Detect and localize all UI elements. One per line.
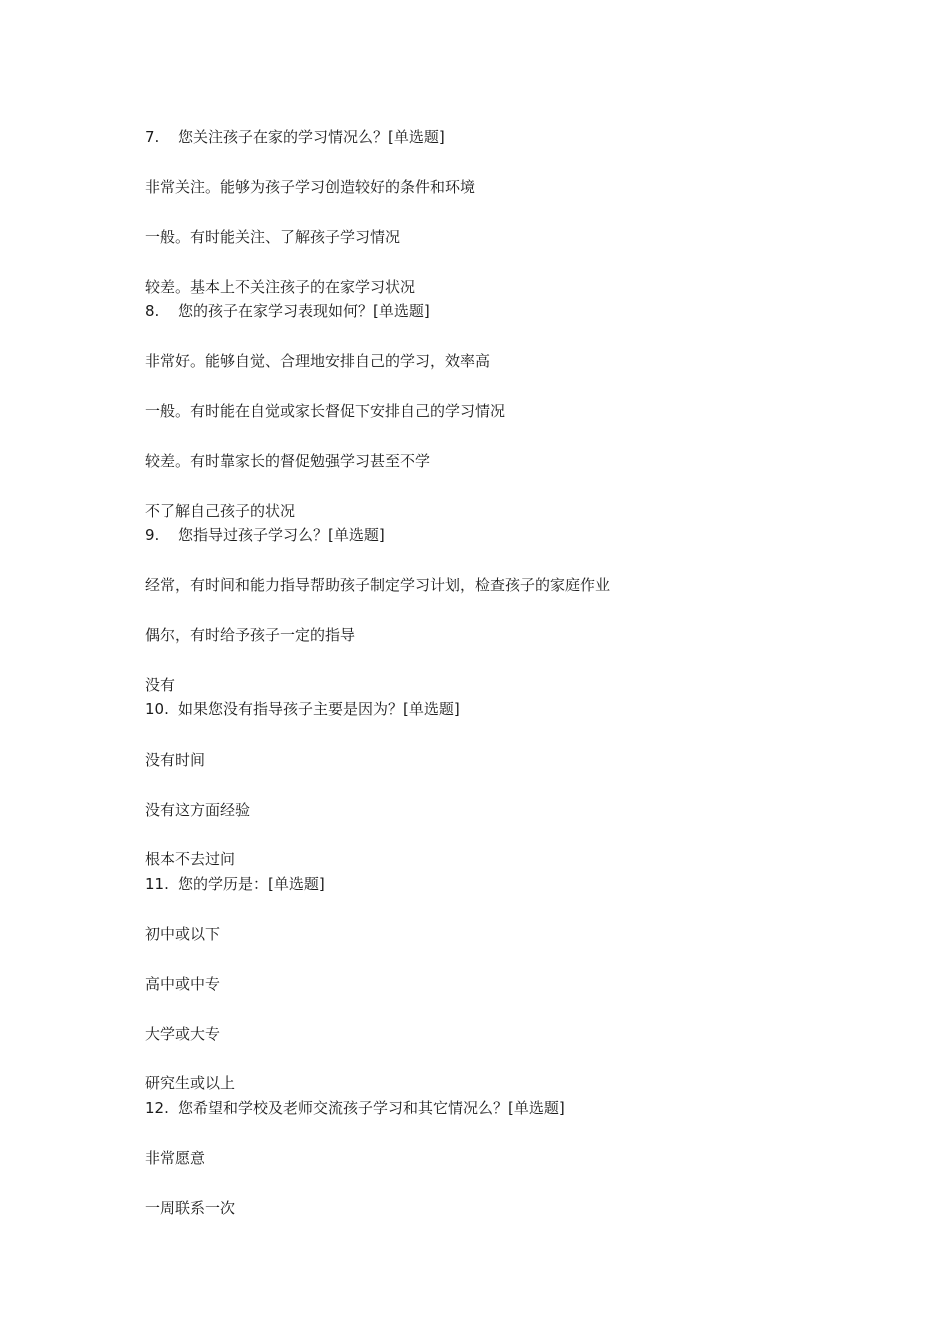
option-8-2: 一般。有时能在自觉或家长督促下安排自己的学习情况 (145, 402, 506, 420)
option-8-3: 较差。有时靠家长的督促勉强学习甚至不学 (145, 452, 431, 470)
question-9 (145, 525, 385, 545)
option-7-2: 一般。有时能关注、了解孩子学习情况 (145, 228, 401, 246)
option-10-2: 没有这方面经验 (145, 801, 251, 819)
option-11-4: 研究生或以上 (145, 1074, 236, 1092)
question-number: 8. (145, 302, 160, 320)
question-number: 12. (145, 1099, 169, 1117)
option-10-3: 根本不去过问 (145, 850, 236, 868)
option-12-1: 非常愿意 (145, 1149, 206, 1167)
question-number: 9. (145, 526, 160, 544)
question-text: 如果您没有指导孩子主要是因为？[单选题] (178, 700, 460, 718)
question-number: 10. (145, 700, 169, 718)
question-text: 您关注孩子在家的学习情况么？[单选题] (178, 128, 445, 146)
question-7 (145, 127, 445, 147)
question-8 (145, 301, 430, 321)
option-9-3: 没有 (145, 676, 176, 694)
option-11-2: 高中或中专 (145, 975, 221, 993)
question-text: 您希望和学校及老师交流孩子学习和其它情况么？[单选题] (178, 1099, 565, 1117)
question-text: 您指导过孩子学习么？[单选题] (178, 526, 385, 544)
question-number: 11. (145, 875, 169, 893)
option-11-1: 初中或以下 (145, 925, 221, 943)
question-10 (145, 699, 460, 719)
option-8-1: 非常好。能够自觉、合理地安排自己的学习，效率高 (145, 352, 491, 370)
option-11-3: 大学或大专 (145, 1025, 221, 1043)
option-7-1: 非常关注。能够为孩子学习创造较好的条件和环境 (145, 178, 476, 196)
question-12 (145, 1098, 565, 1118)
question-number: 7. (145, 128, 160, 146)
option-8-4: 不了解自己孩子的状况 (145, 502, 296, 520)
question-text: 您的学历是：[单选题] (178, 875, 325, 893)
question-11 (145, 874, 325, 894)
option-9-1: 经常，有时间和能力指导帮助孩子制定学习计划，检查孩子的家庭作业 (145, 576, 611, 594)
question-text: 您的孩子在家学习表现如何？[单选题] (178, 302, 430, 320)
option-7-3: 较差。基本上不关注孩子的在家学习状况 (145, 278, 416, 296)
option-12-2: 一周联系一次 (145, 1199, 236, 1217)
option-10-1: 没有时间 (145, 751, 206, 769)
option-9-2: 偶尔，有时给予孩子一定的指导 (145, 626, 356, 644)
